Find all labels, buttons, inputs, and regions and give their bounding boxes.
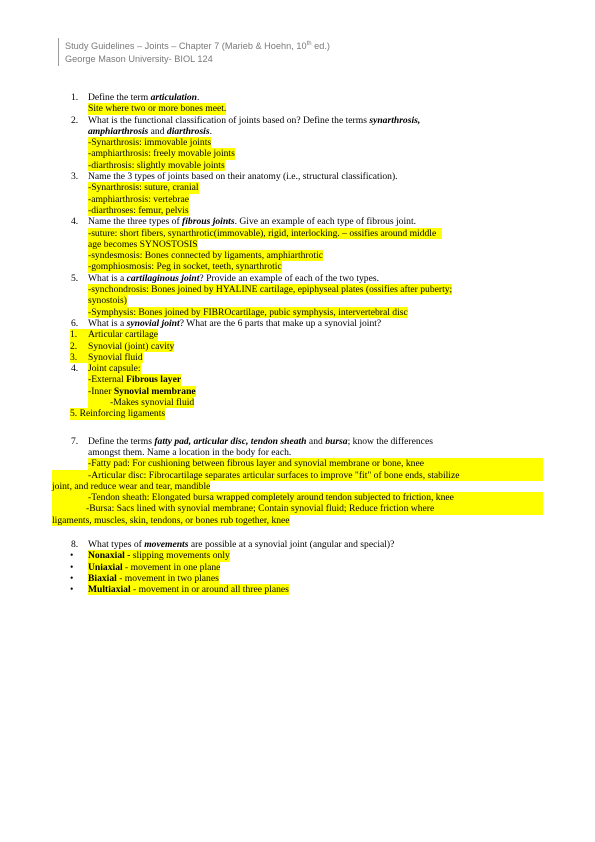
question-1: 1. Define the term articulation.	[71, 92, 200, 103]
header-title: Study Guidelines – Joints – Chapter 7 (Marieb & Hoehn, 10th ed.)	[65, 41, 330, 52]
answer-7-articular-disc: -Articular disc: Fibrocartilage separates articular surfaces to improve "fit" of bone ends, stabilize	[0, 470, 595, 481]
answer-4b: -syndesmosis: Bones connected by ligaments, amphiarthrotic	[88, 250, 324, 262]
study-guide-body	[0, 92, 595, 595]
answer-7-bursa: -Bursa: Sacs lined with synovial membrane; Contain synovial fluid; Reduce friction where	[0, 503, 595, 514]
question-2-cont: amphiarthrosis and diarthrosis.	[88, 125, 212, 137]
capsule-fibrous: -External Fibrous layer	[88, 374, 182, 386]
question-2: 2. What is the functional classification of joints based on? Define the terms synarthrosis,	[71, 114, 421, 126]
answer-4a: -suture: short fibers, synarthrotic(immovable), rigid, interlocking. – ossifies around middle	[0, 228, 595, 239]
answer-5a-cont: synostois)	[88, 295, 127, 307]
capsule-fluid: -Makes synovial fluid	[0, 397, 595, 408]
movement-nonaxial: • Nonaxial - slipping movements only	[70, 550, 230, 562]
synovial-part-4: 4. Joint capsule:	[71, 363, 141, 375]
question-8: 8. What types of movements are possible at a synovial joint (angular and special)?	[71, 538, 395, 550]
capsule-synovial: -Inner Synovial membrane	[88, 385, 196, 397]
answer-2c: -diarthrosis: slightly movable joints	[88, 159, 225, 171]
movement-biaxial: • Biaxial - movement in two planes	[70, 572, 219, 584]
answer-1: Site where two or more bones meet.	[88, 103, 227, 115]
answer-3a: -Synarthrosis: suture, cranial	[88, 182, 199, 194]
question-3: 3. Name the 3 types of joints based on their anatomy (i.e., structural classification).	[71, 171, 398, 183]
question-7-cont: amongst them. Name a location in the body for each.	[88, 446, 292, 458]
header-course: George Mason University- BIOL 124	[65, 54, 213, 65]
movement-multiaxial: • Multiaxial - movement in or around all three planes	[70, 584, 289, 596]
answer-2a: -Synarthrosis: immovable joints	[88, 137, 212, 149]
question-6: 6. What is a synovial joint? What are the 6 parts that make up a synovial joint?	[71, 317, 382, 329]
answer-4c: -gomphiosmosis: Peg in socket, teeth, synarthrotic	[88, 261, 282, 273]
answer-7-tendon-sheath: -Tendon sheath: Elongated bursa wrapped completely around tendon subjected to friction, knee	[0, 492, 595, 503]
answer-7-bursa-cont: ligaments, muscles, skin, tendons, or bones rub together, knee	[52, 514, 290, 526]
page-header	[58, 38, 330, 66]
answer-5b: -Symphysis: Bones joined by FIBROcartilage, pubic symphysis, intervertebral disc	[88, 306, 408, 318]
synovial-part-5: 5. Reinforcing ligaments	[70, 408, 166, 420]
answer-5a: -synchondrosis: Bones joined by HYALINE cartilage, epiphyseal plates (ossifies after puberty;	[88, 284, 453, 296]
question-7: 7. Define the terms fatty pad, articular disc, tendon sheath and bursa; know the differences	[71, 435, 433, 447]
synovial-part-3: 3. Synovial fluid	[70, 351, 143, 363]
answer-7-fatty-pad: -Fatty pad: For cushioning between fibrous layer and synovial membrane or bone, knee	[0, 458, 595, 469]
answer-3c: -diarthroses: femur, pelvis	[88, 204, 189, 216]
answer-4a-cont: age becomes SYNOSTOSIS	[88, 238, 198, 250]
question-5: 5. What is a cartilaginous joint? Provide an example of each of the two types.	[71, 272, 379, 284]
question-4: 4. Name the three types of fibrous joints. Give an example of each type of fibrous joint.	[71, 216, 417, 228]
answer-3b: -amphiarthrosis: vertebrae	[88, 193, 189, 205]
synovial-part-1: 1. Articular cartilage	[70, 329, 159, 341]
answer-7-articular-disc-cont: joint, and reduce wear and tear, mandible	[52, 480, 211, 492]
movement-uniaxial: • Uniaxial - movement in one plane	[70, 561, 221, 573]
synovial-part-2: 2. Synovial (joint) cavity	[70, 340, 175, 352]
answer-2b: -amphiarthrosis: freely movable joints	[88, 148, 235, 160]
